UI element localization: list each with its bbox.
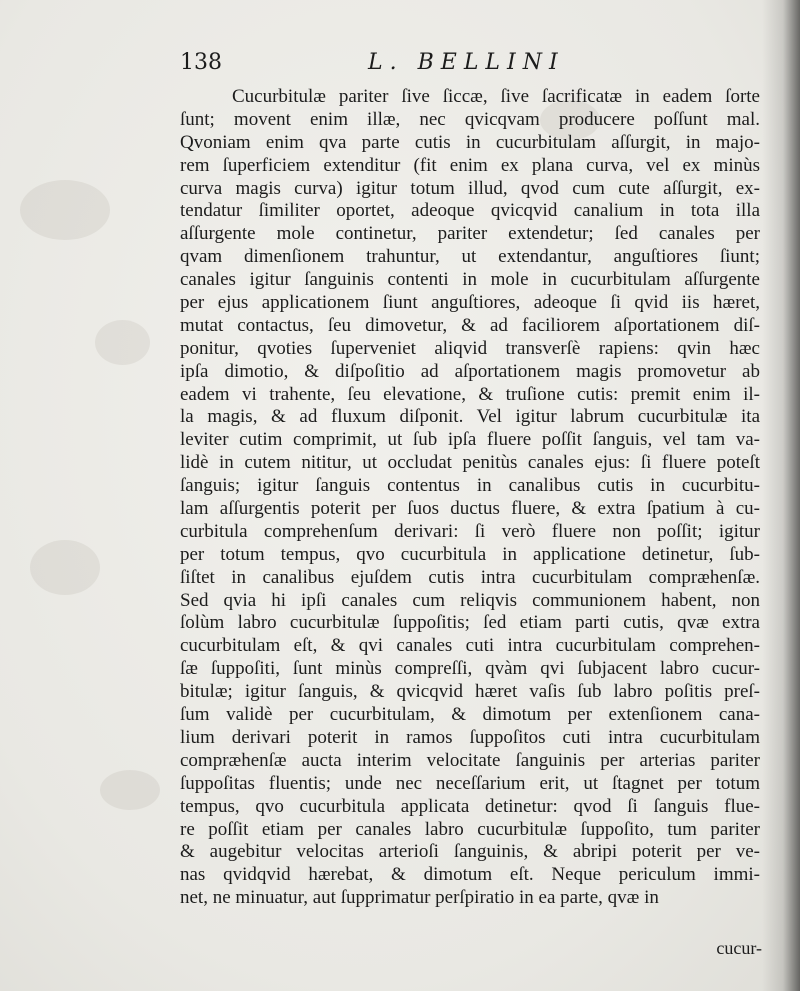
text-line: ſum validè per cucurbitulam, & dimotum per extenſionem cana-	[180, 704, 760, 726]
text-line: tempus, qvo cucurbitula applicata detinetur: qvod ſi ſanguis flue-	[180, 795, 760, 817]
text-line: ponitur, qvoties ſuperveniet aliqvid transverſè rapiens: qvin hæc	[180, 337, 760, 359]
text-line: la magis, & ad fluxum diſponit. Vel igitur labrum cucurbitulæ ita	[180, 406, 760, 428]
text-line: ſolùm labro cucurbitulæ ſuppoſitis; ſed etiam parti cutis, qvæ extra	[180, 612, 760, 634]
page-header	[180, 50, 760, 82]
text-line: ipſa dimotio, & diſpoſitio ad aſportationem magis promovetur ab	[180, 360, 760, 382]
text-line: Sed qvia hi ipſi canales cum reliqvis communionem habent, non	[180, 589, 760, 611]
text-line: per ejus applicationem ſiunt anguſtiores, adeoque ſi qvid iis hæret,	[180, 292, 760, 314]
text-line: ſuppoſitas fluentis; unde nec neceſſarium erit, ut ſtagnet per totum	[180, 772, 760, 794]
text-line: lam aſſurgentis poterit per ſuos ductus fluere, & extra ſpatium à cu-	[180, 498, 760, 520]
text-line: eadem vi trahente, ſeu elevatione, & truſione cutis: premit enim il-	[180, 383, 760, 405]
text-line: canales igitur ſanguinis contenti in mole in cucurbitulam aſſurgente	[180, 269, 760, 291]
paper-stain	[100, 770, 160, 810]
text-line: ſiſtet in canalibus ejuſdem cutis intra cucurbitulam compræhenſæ.	[180, 566, 760, 588]
text-line: ſæ ſuppoſiti, ſunt minùs compreſſi, qvàm qvi ſubjacent labro cucur-	[180, 658, 760, 680]
text-line: lium derivari poterit in ramos ſuppoſitos cuti intra cucurbitulam	[180, 726, 760, 748]
text-line: lidè in cutem nititur, ut occludat penitùs canales ejus: ſi fluere poteſt	[180, 452, 760, 474]
text-line: tendatur ſimiliter oportet, adeoque qvicqvid canalium in tota illa	[180, 200, 760, 222]
text-line: compræhenſæ aucta interim velocitate ſanguinis per arterias pariter	[180, 749, 760, 771]
page-number: 138	[180, 50, 222, 75]
text-line: per totum tempus, qvo cucurbitula in applicatione detinetur, ſub-	[180, 543, 760, 565]
paper-stain	[20, 180, 110, 240]
text-line: Cucurbitulæ pariter ſive ſiccæ, ſive ſacrificatæ in eadem ſorte	[232, 86, 760, 107]
text-line: net, ne minuatur, aut ſupprimatur perſpiratio in ea parte, qvæ in	[180, 887, 659, 909]
paper-stain	[95, 320, 150, 365]
text-line: Qvoniam enim qva parte cutis in cucurbitulam aſſurgit, in majo-	[180, 131, 760, 153]
body-text	[180, 86, 760, 910]
text-line: aſſurgente mole continetur, pariter extendetur; ſed canales per	[180, 223, 760, 245]
text-line: mutat contactus, ſeu dimovetur, & ad faciliorem aſportationem diſ-	[180, 314, 760, 336]
text-line: curva magis curva) igitur totum illud, qvod cum cute aſſurgit, ex-	[180, 177, 760, 199]
text-line: re poſſit etiam per canales labro cucurbitulæ ſuppoſito, tum pariter	[180, 818, 760, 840]
text-line: qvam dimenſionem trahuntur, ut extendantur, anguſtiores ſiunt;	[180, 246, 760, 268]
paper-stain	[30, 540, 100, 595]
text-line: bitulæ; igitur ſanguis, & qvicqvid hæret vaſis ſub labro poſitis preſ-	[180, 681, 760, 703]
text-line: rem ſuperficiem extenditur (fit enim ex plana curva, vel ex minùs	[180, 154, 760, 176]
text-line: & augebitur velocitas arterioſi ſanguinis, & abripi poterit per ve-	[180, 841, 760, 863]
page-gutter-shadow	[762, 0, 800, 991]
text-line: ſanguis; igitur ſanguis contentus in canalibus cutis in cucurbitu-	[180, 475, 760, 497]
running-head: L. BELLINI	[368, 50, 565, 75]
text-line: ſunt; movent enim illæ, nec qvicqvam producere poſſunt mal.	[180, 108, 760, 130]
text-line: curbitula comprehenſum derivari: ſi verò fluere non poſſit; igitur	[180, 520, 760, 542]
text-line: leviter cutim comprimit, ut ſub ipſa fluere poſſit ſanguis, vel tam va-	[180, 429, 760, 451]
text-line: nas qvidqvid hærebat, & dimotum eſt. Neque periculum immi-	[180, 864, 760, 886]
text-line: cucurbitulam eſt, & qvi canales cuti intra cucurbitulam comprehen-	[180, 635, 760, 657]
catchword: cucur-	[716, 938, 762, 958]
